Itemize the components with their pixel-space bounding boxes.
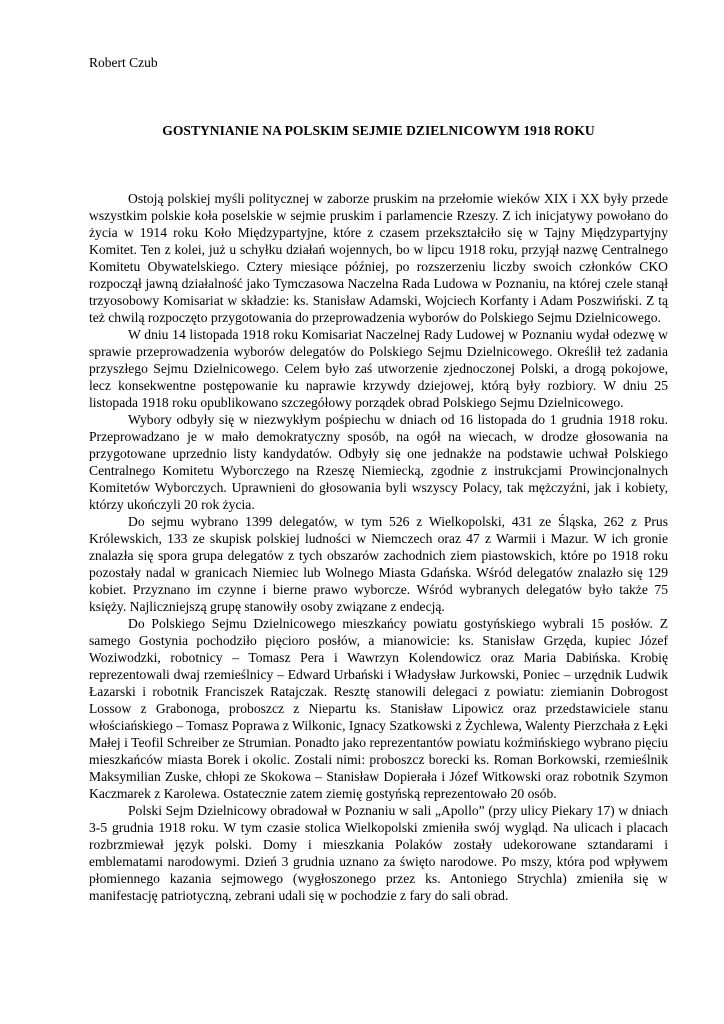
author-name: Robert Czub xyxy=(89,55,158,70)
paragraph-5: Do Polskiego Sejmu Dzielnicowego mieszkańcy powiatu gostyńskiego wybrali 15 posłów. Z samego Gostynia pochodziło pięcioro posłów, a mianowicie: ks. Stanisław Grzęda, kupiec Józef Woziwodzki, robotnicy – Tomasz Pera i Wawrzyn Kolendowicz oraz Maria Dabińska. Krobię reprezentowali dwaj rzemieślnicy – Edward Urbański i Władysław Jurkowski, Poniec – urzędnik Ludwik Łazarski i robotnik Franciszek Ratajczak. Resztę stanowili delegaci z powiatu: ziemianin Dobrogost Lossow z Grabonoga, proboszcz z Niepartu ks. Stanisław Lipowicz oraz przedstawiciele stanu włościańskiego – Tomasz Poprawa z Wilkonic, Ignacy Szatkowski z Żychlewa, Walenty Pierzchała z Łęki Małej i Teofil Schreiber ze Strumian. Ponadto jako reprezentantów powiatu koźmińskiego wybrano pięciu mieszkańców miasta Borek i okolic. Zostali nimi: proboszcz borecki ks. Roman Borkowski, rzemieślnik Maksymilian Zuske, chłopi ze Skokowa – Stanisław Dopierała i Józef Witkowski oraz robotnik Szymon Kaczmarek z Karolewa. Ostatecznie zatem ziemię gostyńską reprezentowało 20 osób. xyxy=(89,616,668,801)
article-title: GOSTYNIANIE NA POLSKIM SEJMIE DZIELNICOWYM 1918 ROKU xyxy=(162,123,595,138)
paragraph-3: Wybory odbyły się w niezwykłym pośpiechu w dniach od 16 listopada do 1 grudnia 1918 roku. Przeprowadzano je w mało demokratyczny sposób, na ogół na wiecach, w drodze głosowania na przygotowane uprzednio listy kandydatów. Odbyły się one jednakże na podstawie uchwał Polskiego Centralnego Komitetu Wyborczego na Rzeszę Niemiecką, zgodnie z instrukcjami Prowincjonalnych Komitetów Wyborczych. Uprawnieni do głosowania byli wszyscy Polacy, tak mężczyźni, jak i kobiety, którzy ukończyli 20 rok życia. xyxy=(89,412,668,512)
paragraph-2: W dniu 14 listopada 1918 roku Komisariat Naczelnej Rady Ludowej w Poznaniu wydał odezwę w sprawie przeprowadzenia wyborów delegatów do Polskiego Sejmu Dzielnicowego. Określił też zadania przyszłego Sejmu Dzielnicowego. Celem było zaś utworzenie zjednoczonej Polski, a drogą pokojowe, lecz konsekwentne postępowanie ku naprawie krzywdy dziejowej, którą były rozbiory. W dniu 25 listopada 1918 roku opublikowano szczegółowy porządek obrad Polskiego Sejmu Dzielnicowego. xyxy=(89,327,668,410)
paragraph-4: Do sejmu wybrano 1399 delegatów, w tym 526 z Wielkopolski, 431 ze Śląska, 262 z Prus Królewskich, 133 ze skupisk polskiej ludności w Niemczech oraz 47 z Warmii i Mazur. W ich gronie znalazła się spora grupa delegatów z tych obszarów zachodnich ziem piastowskich, które po 1918 roku pozostały nadal w granicach Niemiec lub Wolnego Miasta Gdańska. Wśród delegatów znalazło się 129 kobiet. Przyznano im czynne i bierne prawo wyborcze. Wśród wybranych delegatów było także 75 księży. Najliczniejszą grupę stanowiły osoby związane z endecją. xyxy=(89,514,668,614)
paragraph-1: Ostoją polskiej myśli politycznej w zaborze pruskim na przełomie wieków XIX i XX były przede wszystkim polskie koła poselskie w sejmie pruskim i parlamencie Rzeszy. Z ich inicjatywy powołano do życia w 1914 roku Koło Międzypartyjne, które z czasem przekształciło się w Tajny Międzypartyjny Komitet. Ten z kolei, już u schyłku działań wojennych, bo w lipcu 1918 roku, przyjął nazwę Centralnego Komitetu Obywatelskiego. Cztery miesiące później, po rozszerzeniu liczby swoich członków CKO rozpoczął jawną działalność jako Tymczasowa Naczelna Rada Ludowa w Poznaniu, na której czele stanął trzyosobowy Komisariat w składzie: ks. Stanisław Adamski, Wojciech Korfanty i Adam Poszwiński. Z tą też chwilą rozpoczęto przygotowania do przeprowadzenia wyborów do Polskiego Sejmu Dzielnicowego. xyxy=(89,191,668,325)
article-body xyxy=(89,190,668,904)
paragraph-6: Polski Sejm Dzielnicowy obradował w Poznaniu w sali „Apollo” (przy ulicy Piekary 17) w dniach 3-5 grudnia 1918 roku. W tym czasie stolica Wielkopolski zmieniła swój wygląd. Na ulicach i placach rozbrzmiewał język polski. Domy i mieszkania Polaków zostały udekorowane sztandarami i emblematami narodowymi. Dzień 3 grudnia uznano za święto narodowe. Po mszy, która pod wpływem płomiennego kazania sejmowego (wygłoszonego przez ks. Antoniego Strychla) zmieniła się w manifestację patriotyczną, zebrani udali się w pochodzie z fary do sali obrad. xyxy=(89,803,668,903)
document-page xyxy=(89,54,668,904)
